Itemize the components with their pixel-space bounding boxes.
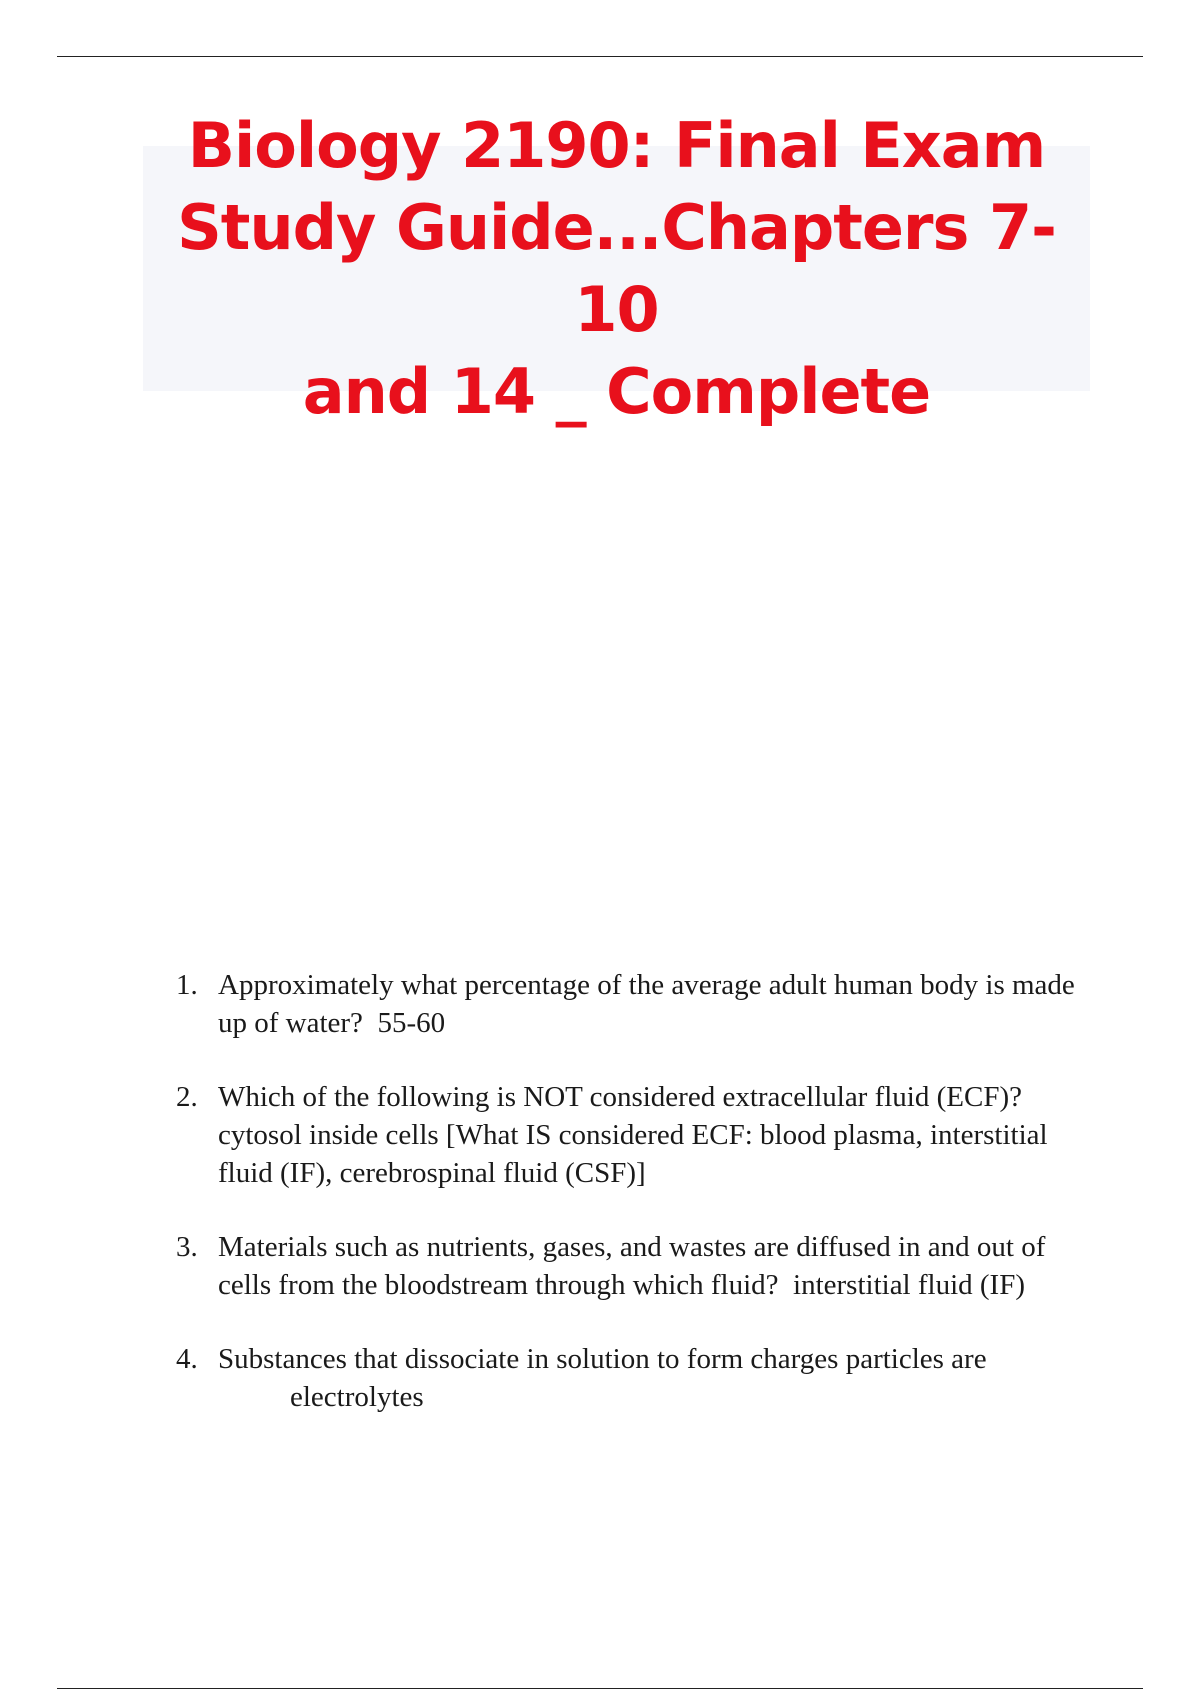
- question-answer: cytosol inside cells [What IS considered ECF: blood plasma, interstitial fluid (IF), cerebrospinal fluid (CSF)]: [218, 1119, 1048, 1189]
- title-line-1: Biology 2190: Final Exam: [187, 108, 1046, 182]
- question-body: [218, 1228, 1076, 1304]
- title-line-3: and 14 _ Complete: [302, 354, 931, 428]
- question-answer: electrolytes: [290, 1381, 424, 1413]
- question-answer: 55-60: [377, 1007, 446, 1039]
- question-list: [176, 966, 1076, 1452]
- top-rule: [57, 56, 1143, 57]
- question-answer: interstitial fluid (IF): [793, 1269, 1025, 1301]
- question-text: Substances that dissociate in solution to form charges particles are: [218, 1343, 987, 1375]
- title-line-2: Study Guide...Chapters 7-10: [177, 190, 1056, 346]
- question-number: 4.: [176, 1343, 198, 1375]
- question-number: 1.: [176, 969, 198, 1001]
- title-block: [143, 108, 1090, 428]
- question-item-3: [176, 1228, 1076, 1304]
- question-number: 2.: [176, 1081, 198, 1113]
- question-body: [218, 1340, 1076, 1416]
- question-text: Approximately what percentage of the average adult human body is made up of water?: [218, 969, 1075, 1039]
- question-body: [218, 966, 1076, 1042]
- document-title: [143, 105, 1090, 433]
- question-text: Which of the following is NOT considered extracellular fluid (ECF)?: [218, 1081, 1022, 1113]
- question-text: Materials such as nutrients, gases, and wastes are diffused in and out of cells from the bloodstream through which fluid?: [218, 1231, 1046, 1301]
- question-body: [218, 1078, 1076, 1192]
- question-item-2: [176, 1078, 1076, 1192]
- bottom-rule: [57, 1688, 1143, 1689]
- question-item-4: [176, 1340, 1076, 1416]
- question-item-1: [176, 966, 1076, 1042]
- question-number: 3.: [176, 1231, 198, 1263]
